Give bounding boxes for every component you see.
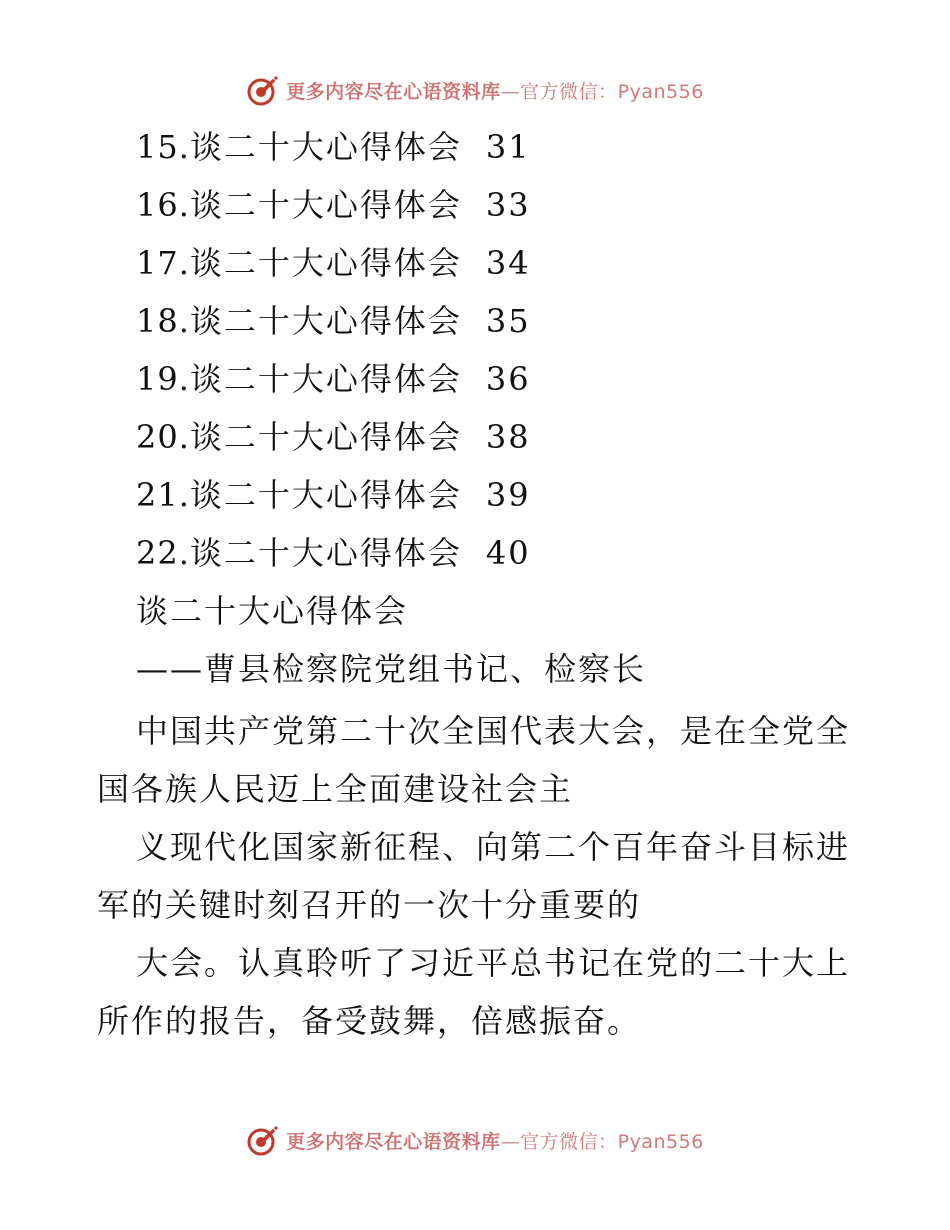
article-paragraph: 中国共产党第二十次全国代表大会，是在全党全国各族人民迈上全面建设社会主 xyxy=(97,712,851,808)
toc-item-title: 谈二十大心得体会 xyxy=(189,244,462,282)
toc-item-page: 35 xyxy=(485,302,531,340)
toc-item-number: 20. xyxy=(136,418,190,456)
footer-banner-wechat: 官方微信：Pyan556 xyxy=(520,1130,704,1153)
toc-item-page: 39 xyxy=(485,476,531,514)
header-banner xyxy=(0,72,950,108)
article-paragraph: 大会。认真聆听了习近平总书记在党的二十大上所作的报告，备受鼓舞，倍感振奋。 xyxy=(97,944,851,1040)
toc-item[interactable] xyxy=(136,350,531,408)
toc-item-title: 谈二十大心得体会 xyxy=(189,360,462,398)
footer-banner-sep: — xyxy=(500,1130,521,1153)
toc-item[interactable] xyxy=(136,466,531,524)
pen-logo-icon xyxy=(246,1123,280,1157)
toc-item-number: 17. xyxy=(136,244,190,282)
toc-item-title: 谈二十大心得体会 xyxy=(189,186,462,224)
toc-item-number: 21. xyxy=(136,476,190,514)
footer-banner-text xyxy=(286,1127,704,1154)
header-banner-sep: — xyxy=(500,80,521,103)
toc-item[interactable] xyxy=(136,524,531,582)
toc-item-number: 19. xyxy=(136,360,190,398)
toc-item[interactable] xyxy=(136,408,531,466)
toc-item-number: 22. xyxy=(136,534,190,572)
toc-item-title: 谈二十大心得体会 xyxy=(189,476,462,514)
toc-item-title: 谈二十大心得体会 xyxy=(189,418,462,456)
article-paragraph: 义现代化国家新征程、向第二个百年奋斗目标进军的关键时刻召开的一次十分重要的 xyxy=(97,828,851,924)
toc-item-page: 40 xyxy=(485,534,531,572)
article-title: 谈二十大心得体会 xyxy=(136,592,409,630)
footer-banner-main: 更多内容尽在心语资料库 xyxy=(286,1130,501,1153)
toc-item-title: 谈二十大心得体会 xyxy=(189,534,462,572)
toc-item-page: 36 xyxy=(485,360,531,398)
toc-item[interactable] xyxy=(136,176,531,234)
toc-item-page: 38 xyxy=(485,418,531,456)
toc-item-number: 16. xyxy=(136,186,190,224)
toc-item-page: 33 xyxy=(485,186,531,224)
header-banner-wechat: 官方微信：Pyan556 xyxy=(520,80,704,103)
toc-item[interactable] xyxy=(136,118,531,176)
toc-item-page: 34 xyxy=(485,244,531,282)
toc-item[interactable] xyxy=(136,234,531,292)
toc-item-number: 15. xyxy=(136,128,190,166)
toc-item-page: 31 xyxy=(485,128,531,166)
footer-banner xyxy=(0,1122,950,1158)
header-banner-text xyxy=(286,77,704,104)
toc-item[interactable] xyxy=(136,292,531,350)
toc-list xyxy=(136,118,531,582)
toc-item-title: 谈二十大心得体会 xyxy=(189,302,462,340)
article-subtitle: ——曹县检察院党组书记、检察长 xyxy=(136,650,647,688)
toc-item-number: 18. xyxy=(136,302,190,340)
pen-logo-icon xyxy=(246,73,280,107)
toc-item-title: 谈二十大心得体会 xyxy=(189,128,462,166)
header-banner-main: 更多内容尽在心语资料库 xyxy=(286,80,501,103)
